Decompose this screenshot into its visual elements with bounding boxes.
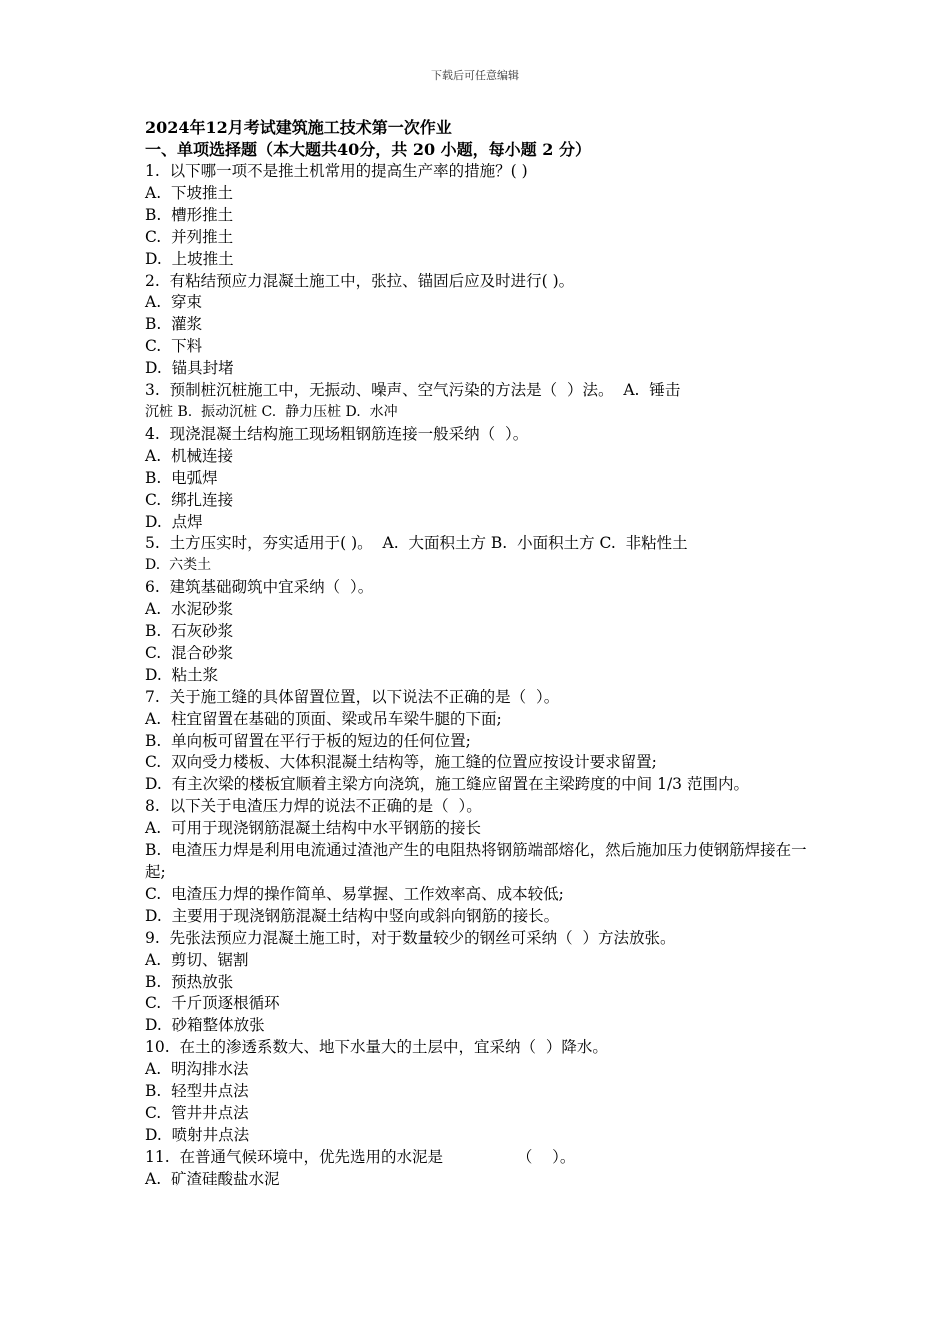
question-7 [145, 687, 810, 797]
question-1 [145, 161, 810, 271]
answer-option: C. 混合砂浆 [145, 643, 234, 662]
question-6 [145, 577, 810, 687]
question-stem: 1. 以下哪一项不是推土机常用的提高生产率的措施？( ) [145, 162, 528, 180]
answer-option: A. 下坡推土 [145, 183, 233, 202]
question-stem: 4. 现浇混凝土结构施工现场粗钢筋连接一般采纳（ ）。 [145, 424, 529, 443]
answer-option: B. 槽形推土 [145, 205, 234, 224]
answer-option: A. 剪切、锯割 [145, 950, 249, 969]
section-heading: 一、单项选择题（本大题共40分，共 20 小题，每小题 2 分） [145, 140, 591, 159]
answer-option: A. 水泥砂浆 [145, 600, 233, 619]
answer-option: B. 单向板可留置在平行于板的短边的任何位置; [145, 731, 471, 750]
answer-option: C. 双向受力楼板、大体积混凝土结构等，施工缝的位置应按设计要求留置; [145, 753, 657, 772]
question-9 [145, 928, 810, 1038]
answer-option: D. 砂箱整体放张 [145, 1016, 265, 1035]
question-5 [145, 533, 810, 577]
answer-option: A. 明沟排水法 [145, 1060, 249, 1079]
answer-option: B. 灌浆 [145, 315, 203, 334]
answer-option: D. 点焊 [145, 512, 203, 531]
question-stem: 2. 有粘结预应力混凝土施工中，张拉、锚固后应及时进行( )。 [145, 271, 575, 290]
question-stem: 6. 建筑基础砌筑中宜采纳（ ）。 [145, 578, 374, 597]
answer-option: A. 可用于现浇钢筋混凝土结构中水平钢筋的接长 [145, 819, 481, 838]
question-stem: 11. 在普通气候环境中，优先选用的水泥是 （ ）。 [145, 1147, 576, 1166]
answer-option: A. 柱宜留置在基础的顶面、梁或吊车梁牛腿的下面; [145, 709, 502, 728]
answer-option: B. 轻型井点法 [145, 1082, 249, 1101]
answer-option: B. 石灰砂浆 [145, 622, 234, 641]
answer-option: D. 粘土浆 [145, 665, 219, 684]
answer-option: D. 有主次梁的楼板宜顺着主梁方向浇筑，施工缝应留置在主梁跨度的中间 1/3 范围内。 [145, 775, 749, 794]
answer-option: D. 锚具封堵 [145, 359, 234, 378]
answer-option: C. 并列推土 [145, 227, 234, 246]
answer-option: B. 电渣压力焊是利用电流通过渣池产生的电阻热将钢筋端部熔化，然后施加压力使钢筋焊接在一起; [145, 841, 807, 881]
question-11 [145, 1147, 810, 1191]
answer-option: B. 预热放张 [145, 972, 234, 991]
document-body [145, 117, 810, 1191]
question-stem-continued: 沉桩 B. 振动沉桩 C. 静力压桩 D. 水冲 [145, 403, 398, 420]
question-8 [145, 796, 810, 927]
question-stem-continued: D. 六类土 [145, 557, 212, 574]
document-title: 2024年12月考试建筑施工技术第一次作业 [145, 118, 452, 137]
header-note: 下载后可任意编辑 [431, 69, 519, 82]
answer-option: D. 喷射井点法 [145, 1125, 250, 1144]
question-10 [145, 1037, 810, 1147]
answer-option: B. 电弧焊 [145, 468, 218, 487]
question-stem: 5. 土方压实时，夯实适用于( )。 A. 大面积土方 B. 小面积土方 C. 非粘性土 [145, 534, 688, 553]
question-stem: 7. 关于施工缝的具体留置位置，以下说法不正确的是（ ）。 [145, 687, 560, 706]
answer-option: C. 千斤顶逐根循环 [145, 994, 280, 1013]
answer-option: C. 下料 [145, 337, 203, 356]
answer-option: A. 矿渣硅酸盐水泥 [145, 1169, 280, 1188]
answer-option: A. 穿束 [145, 293, 202, 312]
question-stem: 9. 先张法预应力混凝土施工时，对于数量较少的钢丝可采纳（ ）方法放张。 [145, 928, 676, 947]
answer-option: C. 绑扎连接 [145, 490, 234, 509]
question-2 [145, 271, 810, 381]
question-4 [145, 424, 810, 534]
question-stem: 8. 以下关于电渣压力焊的说法不正确的是（ ）。 [145, 797, 482, 816]
answer-option: A. 机械连接 [145, 446, 233, 465]
answer-option: D. 上坡推土 [145, 249, 234, 268]
question-stem: 10. 在土的渗透系数大、地下水量大的土层中，宜采纳（ ）降水。 [145, 1038, 608, 1057]
answer-option: C. 电渣压力焊的操作简单、易掌握、工作效率高、成本较低; [145, 884, 564, 903]
answer-option: D. 主要用于现浇钢筋混凝土结构中竖向或斜向钢筋的接长。 [145, 906, 560, 925]
answer-option: C. 管井井点法 [145, 1103, 249, 1122]
question-stem: 3. 预制桩沉桩施工中，无振动、噪声、空气污染的方法是（ ）法。 A. 锤击 [145, 381, 681, 400]
question-3 [145, 380, 810, 424]
